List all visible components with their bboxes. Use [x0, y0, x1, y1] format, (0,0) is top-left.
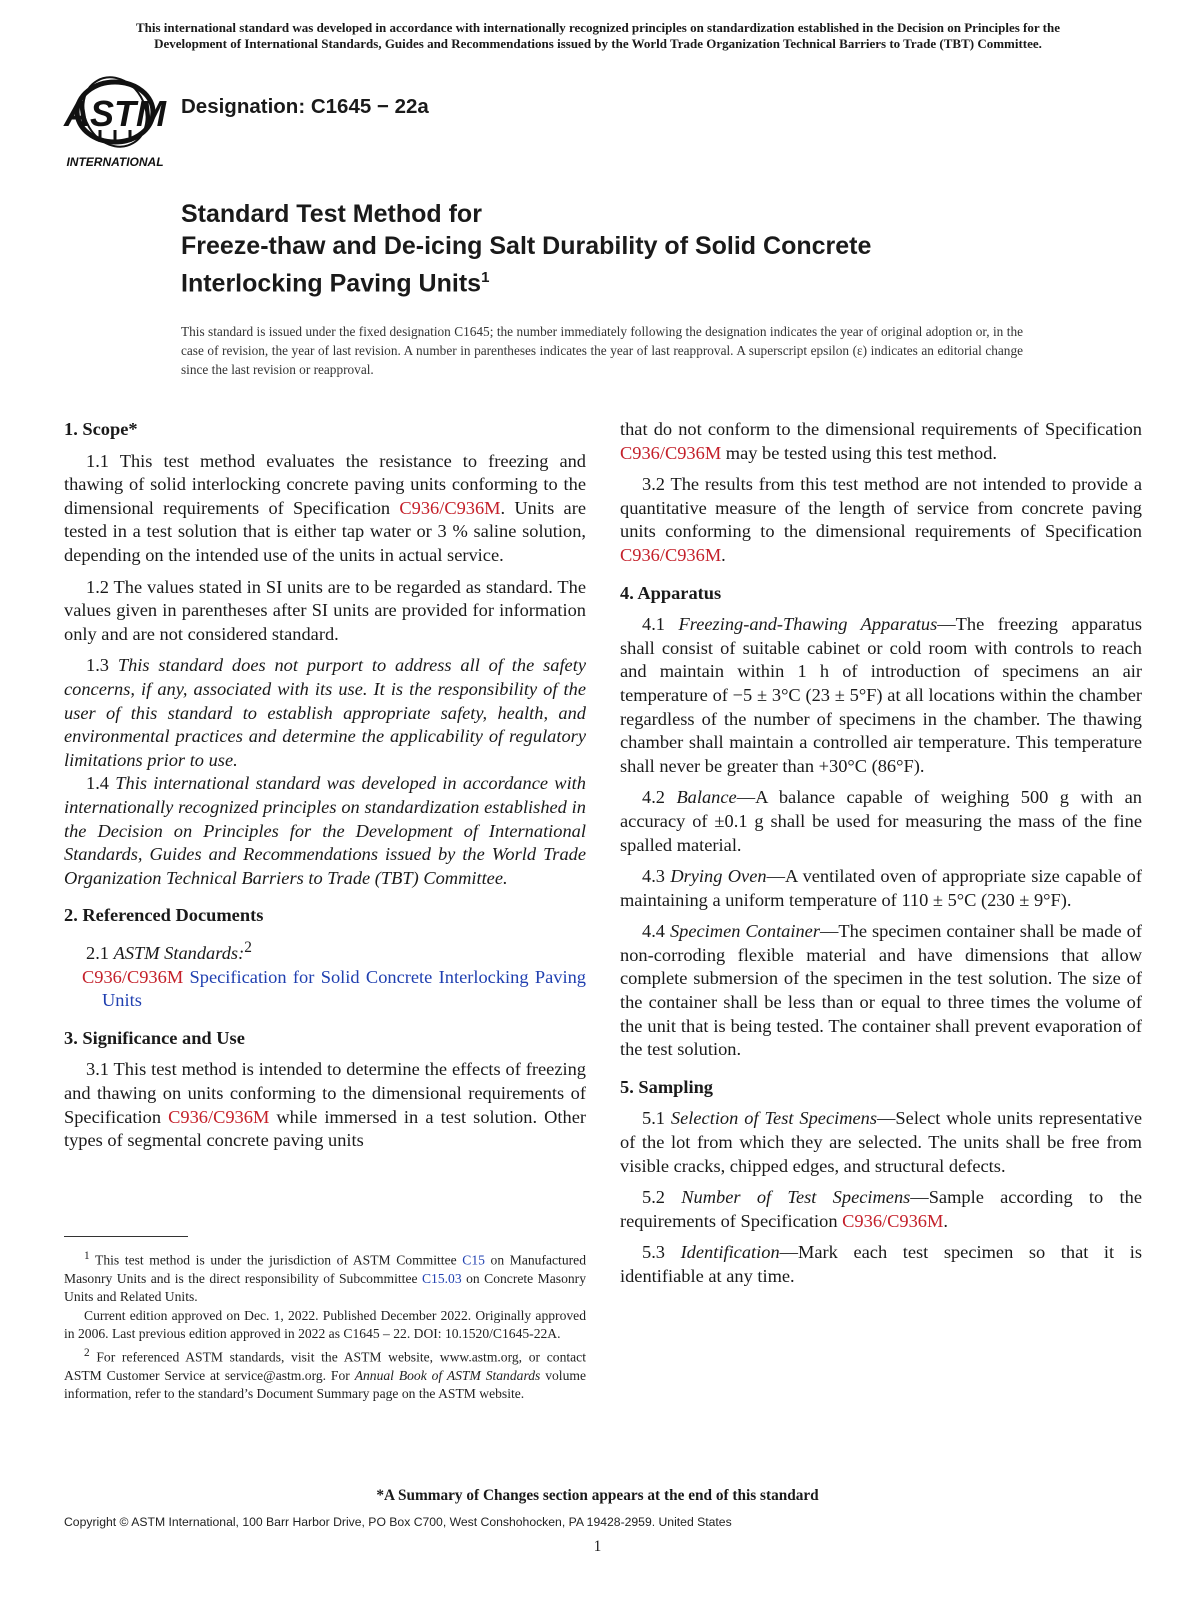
- paragraph-4-4: [620, 920, 1142, 1062]
- logo-text: ASTM: [64, 93, 166, 134]
- fn1-text-b: on Manufactured Masonry Units and is the direct responsibility of Subcommittee: [64, 1252, 586, 1286]
- p4-2-term: Balance: [676, 787, 737, 808]
- significance-heading: 3. Significance and Use: [64, 1027, 245, 1048]
- c936-link-4[interactable]: C936/C936M: [620, 544, 722, 565]
- p2-1-text: ASTM Standards:: [113, 943, 245, 963]
- footnote-1: [64, 1247, 586, 1307]
- p2-1-number: 2.1: [86, 943, 114, 963]
- p5-2-term: Number of Test Specimens: [681, 1187, 911, 1208]
- issued-note: This standard is issued under the fixed designation C1645; the number immediately following the designation indicates the year of original adoption or, in the case of revision, the year of last revision. A number in parentheses indicates the year of last reapproval. A superscript epsilon (ε) indicates an editorial change since the last revision or reapproval.: [181, 324, 1023, 377]
- right-column: [620, 418, 1142, 1289]
- paragraph-1-3: [64, 654, 586, 772]
- p4-2-text: —A balance capable of weighing 500 g with an accuracy of ±0.1 g shall be used for measuring the mass of the fine spalled material.: [620, 787, 1142, 855]
- left-column: [64, 418, 586, 1153]
- p3-1-cont-text-b: may be tested using this test method.: [721, 442, 997, 463]
- p4-1-term: Freezing-and-Thawing Apparatus: [678, 614, 938, 635]
- document-title: [181, 198, 1081, 299]
- p4-4-text: —The specimen container shall be made of non-corroding flexible material and have dimensions that allow complete submersion of the specimen in the test solution. The size of the container shall be less than or equal to three times the volume of the unit that is being tested. The container shall prevent evaporation of the test solution.: [620, 921, 1142, 1060]
- page-number: 1: [593, 1538, 602, 1555]
- wto-notice: [62, 20, 1134, 52]
- title-line-1: Standard Test Method for: [181, 200, 482, 228]
- c936-link-2[interactable]: C936/C936M: [168, 1106, 270, 1127]
- p1-3-number: 1.3: [86, 655, 118, 676]
- p4-2-number: 4.2: [642, 787, 677, 808]
- paragraph-3-1: [64, 1058, 586, 1152]
- c15-link[interactable]: C15: [462, 1252, 485, 1268]
- apparatus-heading: 4. Apparatus: [620, 582, 722, 603]
- p5-1-text: —Select whole units representative of the lot from which they are selected. The units shall be free from visible cracks, chipped edges, and structural defects.: [620, 1108, 1142, 1176]
- designation: Designation: C1645 − 22a: [181, 95, 429, 118]
- wto-notice-line-1: This international standard was developed in accordance with internationally recognized principles on standardization established in the Decision on Principles for the: [135, 20, 1060, 35]
- scope-heading: 1. Scope*: [64, 419, 138, 439]
- c15-03-link[interactable]: C15.03: [421, 1270, 462, 1286]
- paragraph-1-1: [64, 450, 586, 568]
- title-footnote-mark: 1: [481, 269, 490, 286]
- p4-1-text: —The freezing apparatus shall consist of suitable cabinet or cold room with controls to reach and maintain within 1 h of introduction of specimens an air temperature of −5 ± 3°C (23 ± 5°F) at all locations within the chamber regardless of the number of specimens in the chamber. The thawing chamber shall maintain a controlled air temperature. This temperature shall never be greater than +30°C (86°F).: [620, 614, 1142, 776]
- fn1-text-a: This test method is under the jurisdiction of ASTM Committee: [89, 1252, 463, 1268]
- p3-2-text-a: 3.2 The results from this test method are not intended to provide a quantitative measure of the length of service from concrete paving units conforming to the dimensional requirements of Specification: [620, 474, 1142, 542]
- copyright-line: Copyright © ASTM International, 100 Barr Harbor Drive, PO Box C700, West Conshohocken, PA 19428-2959. United States: [64, 1515, 732, 1529]
- paragraph-4-3: [620, 865, 1142, 912]
- paragraph-1-2: 1.2 The values stated in SI units are to be regarded as standard. The values given in parentheses after SI units are provided for information only and are not considered standard.: [64, 576, 586, 644]
- fn2-text-a: For referenced ASTM standards, visit the ASTM website, www.astm.org, or contact ASTM Customer Service at service@astm.org. For: [64, 1349, 586, 1383]
- p5-2-text-a: —Sample according to the requirements of Specification: [620, 1187, 1142, 1231]
- footnotes: [64, 1247, 586, 1403]
- logo-subtext: INTERNATIONAL: [66, 155, 164, 169]
- fn2-text-b: volume information, refer to the standard’s Document Summary page on the ASTM website.: [64, 1367, 586, 1401]
- p1-4-number: 1.4: [86, 773, 116, 794]
- fn1-mark: 1: [84, 1250, 90, 1262]
- paragraph-3-1-continued: [620, 418, 1142, 465]
- fn2-mark: 2: [84, 1346, 90, 1359]
- ref-title-link[interactable]: Specification for Solid Concrete Interlocking Paving Units: [102, 966, 586, 1011]
- paragraph-5-3: [620, 1241, 1142, 1288]
- p1-4-text: This international standard was developed in accordance with internationally recognized principles on standardization established in the Decision on Principles for the Development of International Standards, Guides and Recommendations issued by the World Trade Organization Technical Barriers to Trade (TBT) Committee.: [64, 773, 586, 888]
- paragraph-1-4: [64, 772, 586, 890]
- p1-1-text-b: . Units are tested in a test solution that is either tap water or 3 % saline solution, depending on the intended use of the units in actual service.: [64, 497, 586, 565]
- c936-link-3[interactable]: C936/C936M: [620, 442, 722, 463]
- p4-4-term: Specimen Container: [669, 921, 820, 942]
- p4-1-number: 4.1: [642, 614, 679, 635]
- p4-3-term: Drying Oven: [670, 866, 767, 887]
- sampling-heading: 5. Sampling: [620, 1076, 714, 1097]
- title-line-2: Freeze-thaw and De-icing Salt Durability of Solid Concrete: [181, 232, 872, 260]
- fn1-text-c: on Concrete Masonry Units and Related Units.: [64, 1270, 586, 1305]
- fn2-italic: Annual Book of ASTM Standards: [354, 1367, 541, 1383]
- p1-1-text-a: 1.1 This test method evaluates the resistance to freezing and thawing of solid interlocking concrete paving units conforming to the dimensional requirements of Specification: [64, 450, 586, 518]
- wto-notice-line-2: Development of International Standards, Guides and Recommendations issued by the World Trade Organization Technical Barriers to Trade (TBT) Committee.: [154, 36, 1042, 51]
- p5-2-text-b: .: [943, 1210, 948, 1231]
- p5-2-number: 5.2: [642, 1187, 682, 1208]
- p5-3-number: 5.3: [642, 1242, 681, 1263]
- p2-1-footnote-mark: 2: [244, 938, 252, 956]
- p3-1-text-b: while immersed in a test solution. Other types of segmental concrete paving units: [64, 1106, 587, 1151]
- p4-4-number: 4.4: [642, 921, 670, 942]
- p5-1-term: Selection of Test Specimens: [670, 1108, 878, 1129]
- paragraph-5-2: [620, 1186, 1142, 1233]
- p3-1-cont-text-a: that do not conform to the dimensional requirements of Specification: [620, 419, 1142, 439]
- footnote-edition: Current edition approved on Dec. 1, 2022. Published December 2022. Originally approved in 2006. Last previous edition approved in 2022 as C1645 – 22. DOI: 10.1520/C1645-22A.: [64, 1307, 586, 1342]
- p3-2-text-b: .: [721, 544, 726, 565]
- referenced-standard-item[interactable]: [84, 966, 586, 1013]
- ref-code-link[interactable]: C936/C936M: [82, 966, 184, 987]
- paragraph-2-1: [64, 936, 586, 966]
- referenced-documents-heading: 2. Referenced Documents: [64, 905, 264, 926]
- p5-3-text: —Mark each test specimen so that it is identifiable at any time.: [620, 1242, 1142, 1286]
- p1-3-text: This standard does not purport to address all of the safety concerns, if any, associated with its use. It is the responsibility of the user of this standard to establish appropriate safety, health, and environmental practices and determine the applicability of regulatory limitations prior to use.: [64, 655, 586, 770]
- summary-of-changes-note: *A Summary of Changes section appears at the end of this standard: [376, 1487, 819, 1504]
- paragraph-4-2: [620, 786, 1142, 857]
- paragraph-5-1: [620, 1107, 1142, 1178]
- title-line-3: [181, 262, 1081, 299]
- astm-international-logo: [62, 68, 168, 172]
- p4-3-text: —A ventilated oven of appropriate size capable of maintaining a uniform temperature of 110 ± 5°C (230 ± 9°F).: [620, 866, 1142, 910]
- title-line-3-text: Interlocking Paving Units: [181, 269, 482, 298]
- p5-3-term: Identification: [680, 1242, 780, 1263]
- footnote-divider: [64, 1236, 188, 1237]
- p3-1-text-a: 3.1 This test method is intended to determine the effects of freezing and thawing on units conforming to the dimensional requirements of Specification: [64, 1059, 586, 1127]
- p4-3-number: 4.3: [642, 866, 671, 887]
- c936-link-5[interactable]: C936/C936M: [842, 1210, 944, 1231]
- footnote-2: [64, 1344, 586, 1404]
- c936-link[interactable]: C936/C936M: [399, 497, 501, 518]
- p5-1-number: 5.1: [642, 1108, 671, 1129]
- paragraph-3-2: [620, 473, 1142, 567]
- astm-logo-icon: [62, 68, 168, 172]
- paragraph-4-1: [620, 613, 1142, 778]
